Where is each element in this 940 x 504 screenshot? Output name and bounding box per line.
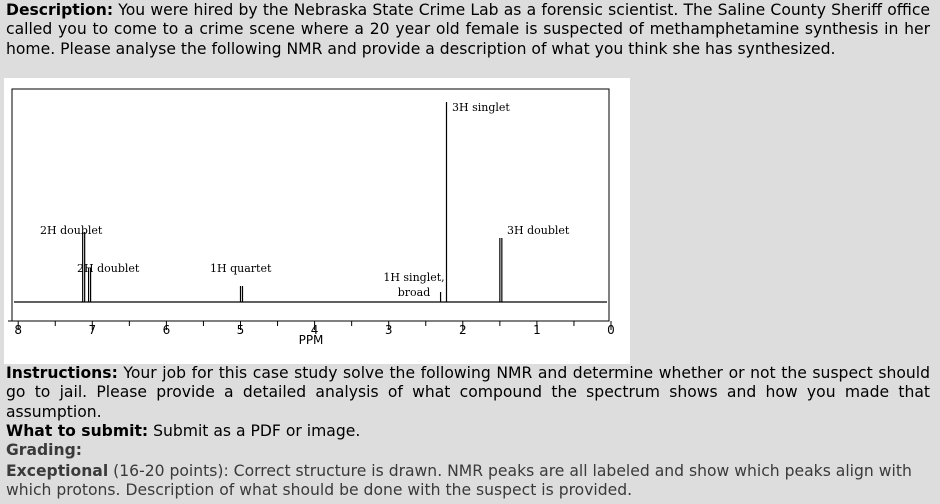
tick-label-1: 1 bbox=[533, 323, 541, 337]
tick-label-8: 8 bbox=[14, 323, 23, 337]
tick-label-6: 6 bbox=[162, 323, 171, 337]
exceptional-text: (16-20 points): Correct structure is drawn. NMR peaks are all labeled and show which peaks align with which protons. Description of what should be done with the suspect is provided. bbox=[6, 462, 912, 500]
exceptional-label: Exceptional bbox=[6, 462, 109, 480]
tick-label-4: 4 bbox=[310, 323, 319, 337]
label-1h-quartet: 1H quartet bbox=[210, 262, 272, 275]
description-label: Description: bbox=[6, 1, 114, 19]
description-text: You were hired by the Nebraska State Crime Lab as a forensic scientist. The Saline County Sheriff office called you to come to a crime scene where a 20 year old female is suspected of methamphetamine synthesis in her home. Please analyse the following NMR and provide a description of what you think she has synthesized. bbox=[6, 1, 930, 58]
label-2h-doublet-left: 2H doublet bbox=[40, 224, 103, 237]
instructions-paragraph bbox=[6, 364, 930, 422]
x-axis-label: PPM bbox=[298, 333, 324, 347]
instructions-text: Your job for this case study solve the following NMR and determine whether or not the suspect should go to jail. Please provide a detailed analysis of what compound the spectrum shows and how you made that assumption. bbox=[6, 364, 930, 421]
label-3h-singlet: 3H singlet bbox=[452, 101, 510, 114]
label-1h-singlet-broad-2: broad bbox=[397, 286, 431, 299]
label-3h-doublet: 3H doublet bbox=[507, 224, 570, 237]
tick-label-7: 7 bbox=[88, 323, 97, 337]
tick-label-3: 3 bbox=[384, 323, 393, 337]
tick-label-5: 5 bbox=[236, 323, 245, 337]
submit-paragraph bbox=[6, 422, 930, 441]
tick-label-2: 2 bbox=[458, 323, 467, 337]
submit-text: Submit as a PDF or image. bbox=[148, 422, 361, 440]
description-paragraph bbox=[6, 1, 930, 59]
grading-heading bbox=[6, 441, 930, 460]
exceptional-paragraph bbox=[6, 462, 930, 501]
submit-label: What to submit: bbox=[6, 422, 149, 440]
tick-label-0: 0 bbox=[607, 323, 615, 337]
instructions-label: Instructions: bbox=[6, 364, 118, 382]
label-2h-doublet-right: 2H doublet bbox=[77, 262, 140, 275]
nmr-chart-panel bbox=[4, 78, 630, 364]
plot-frame bbox=[12, 89, 609, 321]
grading-label: Grading: bbox=[6, 441, 83, 459]
nmr-spectrum bbox=[4, 78, 630, 364]
label-1h-singlet-broad-1: 1H singlet, bbox=[383, 271, 445, 284]
